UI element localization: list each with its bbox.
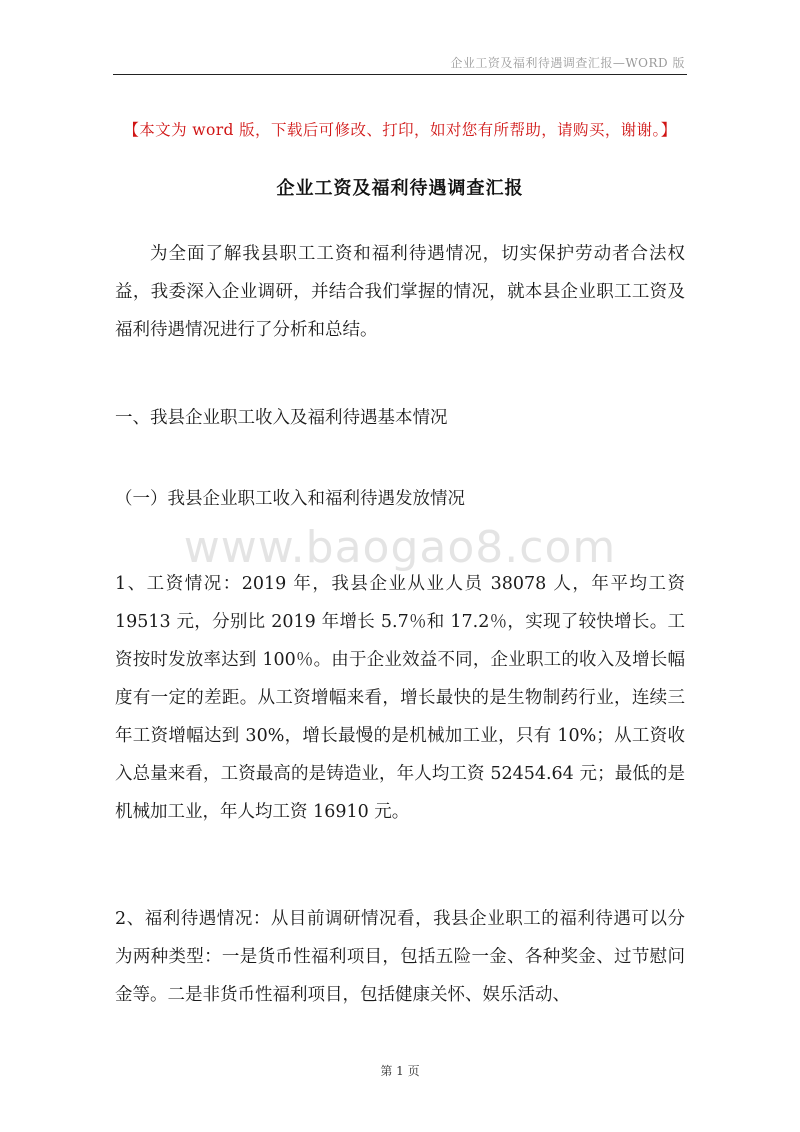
document-title: 企业工资及福利待遇调查汇报: [276, 178, 524, 199]
purchase-notice: 【本文为 word 版，下载后可修改、打印，如对您有所帮助，请购买，谢谢。】: [123, 121, 677, 139]
intro-paragraph: 为全面了解我县职工工资和福利待遇情况，切实保护劳动者合法权益，我委深入企业调研，并结合我们掌握的情况，就本县企业职工工资及福利待遇情况进行了分析和总结。: [115, 244, 685, 340]
section-heading: 一、我县企业职工收入及福利待遇基本情况: [115, 408, 448, 428]
welfare-paragraph: 2、福利待遇情况：从目前调研情况看，我县企业职工的福利待遇可以分为两种类型：一是货币性福利项目，包括五险一金、各种奖金、过节慰问金等。二是非货币性福利项目，包括健康关怀、娱乐活动、: [115, 909, 685, 1005]
subsection-heading: （一）我县企业职工收入和福利待遇发放情况: [115, 489, 465, 509]
header-divider: [113, 74, 687, 75]
site-watermark: www.baogao8.com: [183, 522, 617, 573]
wage-paragraph: 1、工资情况：2019 年，我县企业从业人员 38078 人，年平均工资 19513 元，分别比 2019 年增长 5.7％和 17.2％，实现了较快增长。工资按时发放率达到 100％。由于企业效益不同，企业职工的收入及增长幅度有一定的差距。从工资增幅来看，增长最快的是生物制药行业，连续三年工资增幅达到 30%，增长最慢的是机械加工业，只有 10%；从工资收入总量来看，工资最高的是铸造业，年人均工资 52454.64 元；最低的是机械加工业，年人均工资 16910 元。: [115, 574, 685, 822]
page-number: 第 1 页: [380, 1064, 420, 1078]
running-header: 企业工资及福利待遇调查汇报—WORD 版: [450, 56, 685, 70]
